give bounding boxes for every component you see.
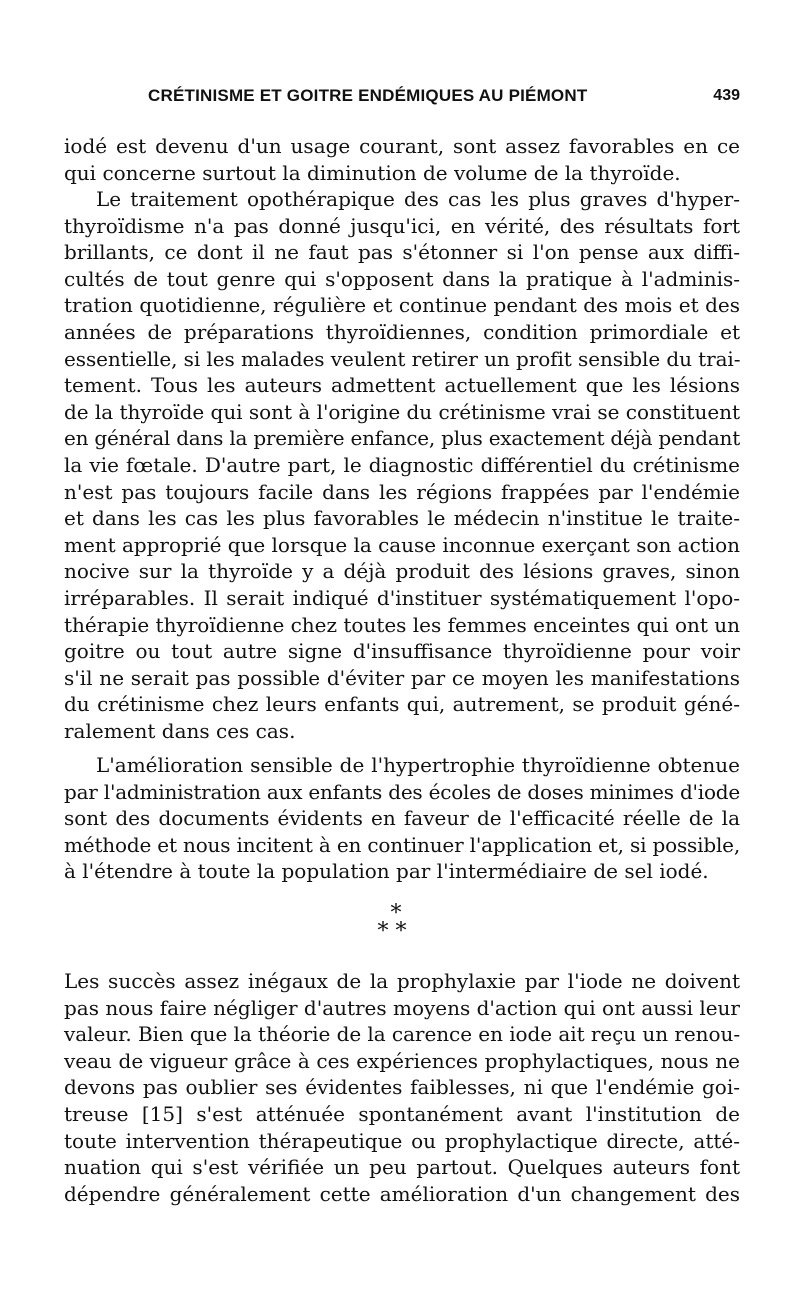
text-line: pas nous faire négliger d'autres moyens d'action qui ont aussi leur [64, 995, 740, 1020]
text-line: treuse [15] s'est atténuée spontanément avant l'institution de [64, 1101, 740, 1126]
text-line: années de préparations thyroïdiennes, condition primordiale et [64, 319, 740, 344]
running-header [148, 86, 740, 114]
text-line: thérapie thyroïdienne chez toutes les femmes enceintes qui ont un [64, 612, 740, 637]
text-line: tement. Tous les auteurs admettent actuellement que les lésions [64, 373, 740, 398]
page-number: 439 [713, 87, 740, 104]
text-line: la vie fœtale. D'autre part, le diagnostic différentiel du crétinisme [64, 452, 740, 477]
text-line: iodé est devenu d'un usage courant, sont assez favorables en ce [64, 134, 740, 158]
text-line: et dans les cas les plus favorables le médecin n'institue le traite- [64, 506, 740, 531]
text-line: sont des documents évidents en faveur de l'efficacité réelle de la [64, 806, 740, 831]
text-line: n'est pas toujours facile dans les régions frappées par l'endémie [64, 479, 740, 504]
text-line: veau de vigueur grâce à ces expériences prophylactiques, nous ne [64, 1048, 740, 1073]
text-line: Le traitement opothérapique des cas les plus graves d'hyper- [96, 187, 740, 211]
text-line: essentielle, si les malades veulent retirer un profit sensible du trai- [64, 346, 741, 371]
paragraph-amelioration [64, 752, 740, 885]
text-line: à l'étendre à toute la population par l'intermédiaire de sel iodé. [64, 859, 709, 884]
paragraph-opotherapy [64, 186, 740, 744]
text-line: toute intervention thérapeutique ou prophylactique directe, atté- [64, 1128, 740, 1153]
text-line: valeur. Bien que la théorie de la carence en iode ait reçu un renou- [64, 1022, 741, 1047]
asterism-bottom: * * [377, 919, 407, 944]
text-line: qui concerne surtout la diminution de volume de la thyroïde. [64, 160, 681, 185]
text-line: de la thyroïde qui sont à l'origine du crétinisme vrai se constituent [64, 399, 741, 424]
text-line: ralement dans ces cas. [64, 718, 296, 743]
text-line: nocive sur la thyroïde y a déjà produit des lésions graves, sinon [64, 559, 740, 584]
text-line: Les succès assez inégaux de la prophylaxie par l'iode ne doivent [64, 969, 740, 993]
text-line: du crétinisme chez leurs enfants qui, autrement, se produit géné- [64, 692, 740, 717]
paragraph-prophylaxie [64, 968, 740, 1207]
asterism-top: * [390, 901, 402, 926]
text-line: dépendre généralement cette amélioration d'un changement des [64, 1181, 740, 1206]
text-line: goitre ou tout autre signe d'insuffisance thyroïdienne pour voir [64, 639, 740, 664]
text-line: cultés de tout genre qui s'opposent dans la pratique à l'adminis- [64, 266, 740, 291]
text-line: tration quotidienne, régulière et continue pendant des mois et des [64, 293, 740, 318]
running-title: CRÉTINISME ET GOITRE ENDÉMIQUES AU PIÉMONT [148, 86, 588, 105]
text-line: ment approprié que lorsque la cause inconnue exerçant son action [64, 532, 741, 557]
text-line: méthode et nous incitent à en continuer l'application et, si possible, [64, 832, 741, 857]
section-break-asterism [352, 901, 432, 944]
text-line: nuation qui s'est vérifiée un peu partout. Quelques auteurs font [64, 1155, 740, 1180]
paragraph-continuation [64, 133, 740, 186]
text-line: irréparables. Il serait indiqué d'instituer systématiquement l'opo- [64, 585, 740, 610]
text-line: s'il ne serait pas possible d'éviter par ce moyen les manifestations [64, 665, 740, 690]
text-line: L'amélioration sensible de l'hypertrophie thyroïdienne obtenue [96, 753, 740, 777]
text-line: thyroïdisme n'a pas donné jusqu'ici, en vérité, des résultats fort [64, 213, 740, 238]
text-line: devons pas oublier ses évidentes faiblesses, ni que l'endémie goi- [64, 1075, 740, 1100]
text-line: en général dans la première enfance, plus exactement déjà pendant [64, 426, 741, 451]
text-line: par l'administration aux enfants des écoles de doses minimes d'iode [64, 779, 741, 804]
text-line: brillants, ce dont il ne faut pas s'étonner si l'on pense aux diffi- [64, 240, 740, 265]
